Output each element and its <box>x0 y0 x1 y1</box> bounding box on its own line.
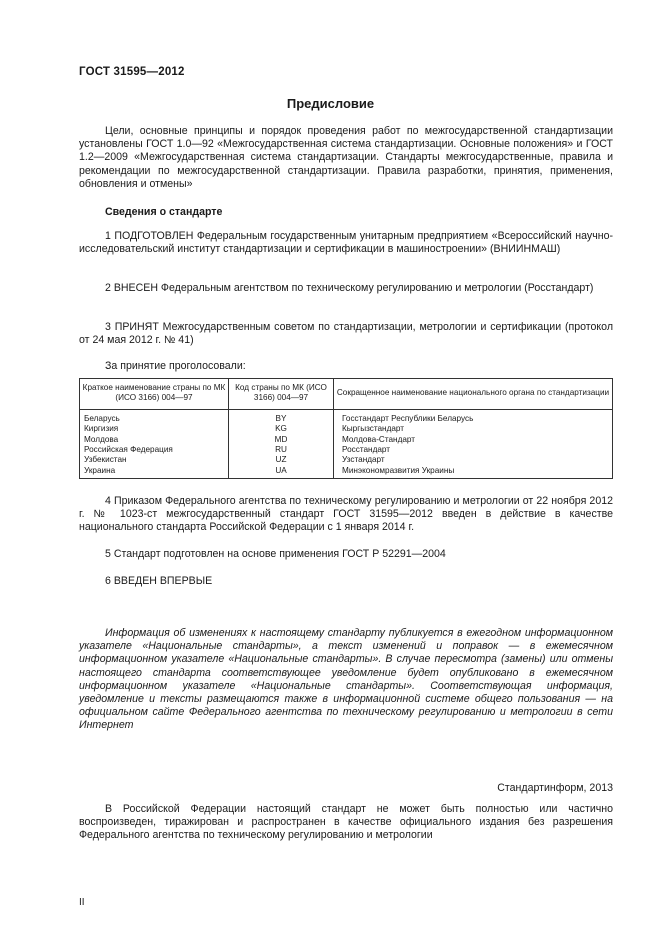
item-2-paragraph <box>79 282 613 295</box>
item-4-paragraph <box>79 495 613 535</box>
cell-code: UZ <box>229 455 334 465</box>
table-row <box>80 409 613 424</box>
cell-body: Минэкономразвития Украины <box>334 466 613 479</box>
voting-countries-table <box>79 378 613 479</box>
cell-code: BY <box>229 409 334 424</box>
cell-body: Кыргызстандарт <box>334 424 613 434</box>
section-heading: Сведения о стандарте <box>105 206 223 218</box>
item-3-text: 3 ПРИНЯТ Межгосударственным советом по стандартизации, метрологии и сертификации (протокол от 24 мая 2012 г. № 41) <box>79 321 613 347</box>
amendments-info-text: Информация об изменениях к настоящему стандарту публикуется в ежегодном информационном указателе «Национальные стандарты», а текст изменений и поправок — в ежемесячном информационном указателе «Национальные стандарты». В случае пересмотра (замены) или отмены настоящего стандарта соответствующее уведомление будет опубликовано в ежемесячном информационном указателе «Национальные стандарты». Соответствующая информация, уведомление и тексты размещаются также в информационной системе общего пользования — на официальном сайте Федерального агентства по техническому регулированию и метрологии в сети Интернет <box>79 627 613 732</box>
intro-paragraph <box>79 125 613 191</box>
table-row <box>80 466 613 479</box>
cell-country: Российская Федерация <box>80 445 229 455</box>
cell-code: UA <box>229 466 334 479</box>
copyright-paragraph <box>79 803 613 843</box>
header-country: Краткое наименование страны по МК (ИСО 3166) 004—97 <box>80 379 229 410</box>
cell-code: KG <box>229 424 334 434</box>
item-6-paragraph <box>79 575 613 588</box>
copyright-text: В Российской Федерации настоящий стандарт не может быть полностью или частично воспроизведен, тиражирован и распространен в качестве официального издания без разрешения Федерального агентства по техническому регулированию и метрологии <box>79 803 613 842</box>
item-2-text: 2 ВНЕСЕН Федеральным агентством по техническому регулированию и метрологии (Росстандарт) <box>105 282 594 294</box>
table-row <box>80 455 613 465</box>
header-body: Сокращенное наименование национального органа по стандартизации <box>334 379 613 410</box>
cell-country: Украина <box>80 466 229 479</box>
cell-country: Узбекистан <box>80 455 229 465</box>
page-number: II <box>79 897 85 908</box>
header-code: Код страны по МК (ИСО 3166) 004—97 <box>229 379 334 410</box>
item-1-paragraph <box>79 230 613 256</box>
document-code-header: ГОСТ 31595—2012 <box>79 66 185 78</box>
cell-code: RU <box>229 445 334 455</box>
item-1-text: 1 ПОДГОТОВЛЕН Федеральным государственным унитарным предприятием «Всероссийский научно-исследовательский институт стандартизации и сертификации в машиностроении» (ВНИИНМАШ) <box>79 230 613 256</box>
intro-text: Цели, основные принципы и порядок проведения работ по межгосударственной стандартизации установлены ГОСТ 1.0—92 «Межгосударственная система стандартизации. Основные положения» и ГОСТ 1.2—2009 «Межгосударственная система стандартизации. Стандарты межгосударственные, правила и рекомендации по межгосударственной стандартизации. Правила разработки, принятия, применения, обновления и отмены» <box>79 125 613 190</box>
page-title: Предисловие <box>286 96 375 111</box>
item-5-text: 5 Стандарт подготовлен на основе применения ГОСТ Р 52291—2004 <box>105 548 446 560</box>
item-5-paragraph <box>79 548 613 561</box>
table-header-row <box>80 379 613 410</box>
table-row <box>80 424 613 434</box>
cell-country: Молдова <box>80 435 229 445</box>
cell-country: Беларусь <box>80 409 229 424</box>
cell-code: MD <box>229 435 334 445</box>
vote-label: За принятие проголосовали: <box>105 360 246 372</box>
publisher-line: Стандартинформ, 2013 <box>497 782 613 794</box>
item-3-paragraph <box>79 321 613 347</box>
cell-country: Киргизия <box>80 424 229 434</box>
item-4-text: 4 Приказом Федерального агентства по техническому регулированию и метрологии от 22 ноября 2012 г. № 1023-ст межгосударственный стандарт ГОСТ 31595—2012 введен в действие в качестве национального стандарта Российской Федерации с 1 января 2014 г. <box>79 495 613 534</box>
cell-body: Узстандарт <box>334 455 613 465</box>
cell-body: Молдова-Стандарт <box>334 435 613 445</box>
amendments-info-paragraph <box>79 627 613 733</box>
item-6-text: 6 ВВЕДЕН ВПЕРВЫЕ <box>105 575 213 587</box>
cell-body: Росстандарт <box>334 445 613 455</box>
table-row <box>80 445 613 455</box>
table-row <box>80 435 613 445</box>
cell-body: Госстандарт Республики Беларусь <box>334 409 613 424</box>
